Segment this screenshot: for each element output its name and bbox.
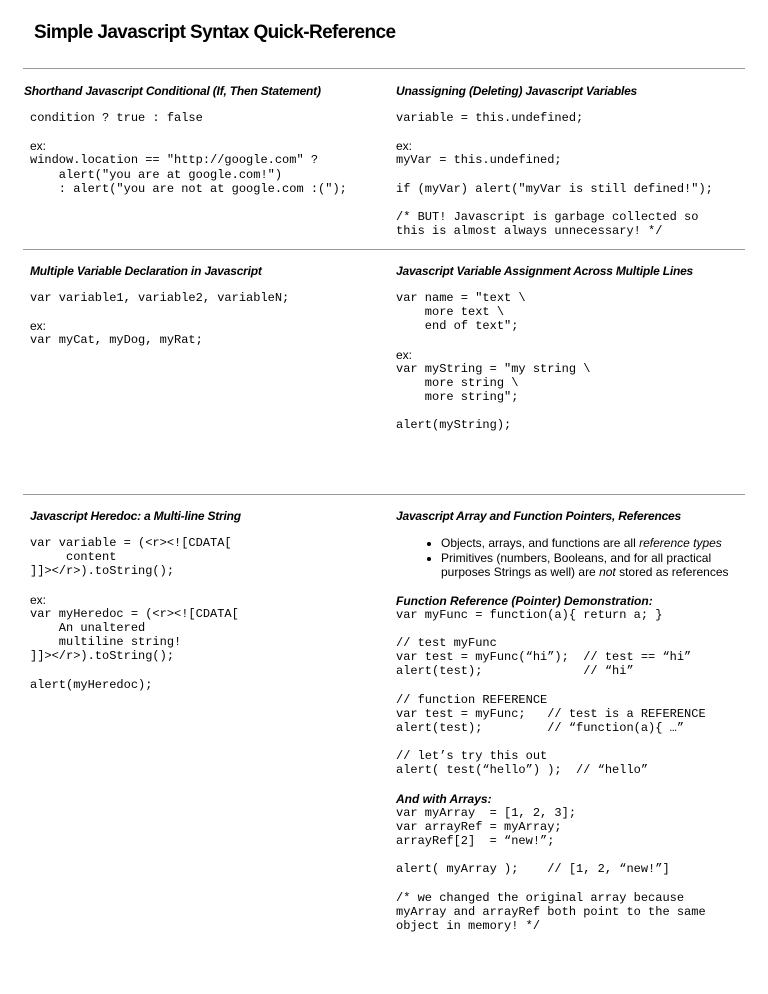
code-block: var myCat, myDog, myRat; (30, 333, 203, 348)
section-heading: Javascript Variable Assignment Across Multiple Lines (396, 264, 694, 278)
section-multiple-declaration (30, 264, 289, 348)
subheading: Function Reference (Pointer) Demonstration: (396, 593, 653, 608)
code-block: var variable = (<r><![CDATA[ content ]]></r>).toString(); (30, 536, 232, 579)
section-heading: Javascript Heredoc: a Multi-line String (30, 509, 241, 523)
code-block: alert( myArray ); // [1, 2, “new!”] (396, 862, 670, 877)
section-heading: Shorthand Javascript Conditional (If, Then Statement) (24, 84, 321, 98)
example-label: ex: (30, 592, 47, 607)
code-block: // test myFunc var test = myFunc(“hi”); // test == “hi” alert(test); // “hi” (396, 636, 692, 679)
subheading: And with Arrays: (396, 791, 492, 806)
section-heading: Unassigning (Deleting) Javascript Variables (396, 84, 638, 98)
code-comment: /* BUT! Javascript is garbage collected so this is almost always unnecessary! */ (396, 209, 699, 239)
code-block: if (myVar) alert("myVar is still defined!"); (396, 181, 713, 196)
example-label: ex: (396, 139, 413, 154)
section-heredoc (30, 509, 241, 692)
divider (23, 68, 745, 69)
code-block: var myFunc = function(a){ return a; } (396, 607, 663, 622)
example-label: ex: (30, 319, 47, 334)
list-item: • Objects, arrays, and functions are all reference types (441, 536, 746, 550)
example-label: ex: (396, 347, 413, 362)
page-title: Simple Javascript Syntax Quick-Reference (34, 22, 396, 43)
code-block: myVar = this.undefined; (396, 153, 562, 168)
section-heading: Javascript Array and Function Pointers, References (396, 509, 681, 523)
code-comment: /* we changed the original array because myArray and arrayRef both point to the same object in memory! */ (396, 890, 706, 934)
section-shorthand-conditional (24, 84, 347, 196)
code-block: var name = "text \ more text \ end of text"; (396, 291, 526, 334)
code-block: var myString = "my string \ more string \ more string"; (396, 361, 591, 405)
code-block: var myArray = [1, 2, 3]; var arrayRef = myArray; arrayRef[2] = “new!”; (396, 805, 577, 849)
divider (23, 494, 745, 495)
list-item: • Primitives (numbers, Booleans, and for all practical purposes Strings as well) are not stored as references (441, 551, 741, 579)
code-block: // let’s try this out alert( test(“hello”) ); // “hello” (396, 749, 649, 778)
code-block: alert(myString); (396, 418, 512, 433)
code-block: alert(myHeredoc); (30, 677, 153, 692)
bullet-list (396, 536, 746, 580)
divider (23, 249, 745, 250)
section-heading: Multiple Variable Declaration in Javascript (30, 264, 262, 278)
section-unassigning-variables (396, 84, 713, 238)
code-block: variable = this.undefined; (396, 111, 584, 125)
code-block: // function REFERENCE var test = myFunc; // test is a REFERENCE alert(test); // “function(a){ …” (396, 692, 706, 736)
section-references (396, 509, 746, 933)
example-label: ex: (30, 139, 47, 154)
code-block: window.location == "http://google.com" ? alert("you are at google.com!") : alert("you are not at google.com :("); (30, 153, 347, 196)
code-block: condition ? true : false (30, 111, 203, 125)
code-block: var myHeredoc = (<r><![CDATA[ An unaltered multiline string! ]]></r>).toString(); (30, 606, 239, 664)
code-block: var variable1, variable2, variableN; (30, 291, 290, 305)
section-multiline-assignment (396, 264, 693, 433)
